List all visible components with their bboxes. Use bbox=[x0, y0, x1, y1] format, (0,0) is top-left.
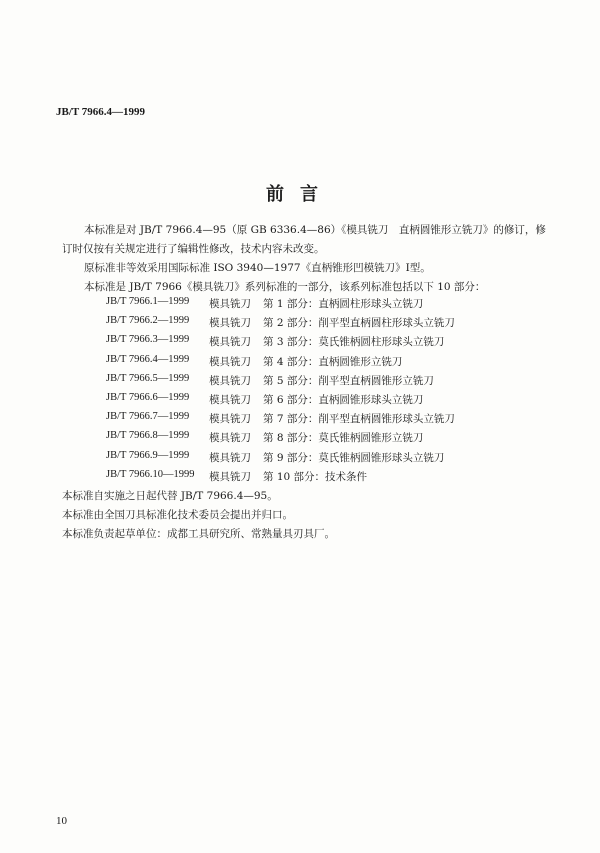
part-description: 第 2 部分：削平型直柄圆柱形球头立铣刀 bbox=[263, 317, 455, 330]
list-item bbox=[106, 450, 455, 469]
list-item bbox=[106, 430, 455, 449]
list-item bbox=[106, 373, 455, 392]
part-name: 模具铣刀 bbox=[209, 355, 251, 368]
part-name: 模具铣刀 bbox=[209, 413, 251, 426]
part-description: 第 10 部分：技术条件 bbox=[263, 470, 368, 483]
part-description: 第 7 部分：削平型直柄圆锥形球头立铣刀 bbox=[263, 413, 455, 426]
paragraph: 本标准由全国刀具标准化技术委员会提出并归口。 bbox=[62, 509, 293, 521]
part-description: 第 1 部分：直柄圆柱形球头立铣刀 bbox=[263, 298, 424, 310]
paragraph: 本标准自实施之日起代替 JB/T 7966.4—95。 bbox=[62, 490, 278, 502]
list-item bbox=[106, 469, 455, 488]
list-item bbox=[106, 392, 455, 411]
paragraph: 本标准负责起草单位：成都工具研究所、常熟量具刃具厂。 bbox=[62, 528, 335, 540]
standard-number-header: JB/T 7966.4—1999 bbox=[56, 106, 146, 118]
parts-list bbox=[106, 296, 455, 488]
part-description: 第 9 部分：莫氏锥柄圆锥形球头立铣刀 bbox=[263, 451, 445, 464]
list-item bbox=[106, 315, 455, 334]
page-number: 10 bbox=[56, 815, 67, 827]
part-description: 第 6 部分：直柄圆锥形球头立铣刀 bbox=[263, 393, 424, 406]
part-name: 模具铣刀 bbox=[209, 336, 251, 349]
part-name: 模具铣刀 bbox=[209, 393, 251, 406]
list-item bbox=[106, 334, 455, 353]
list-item bbox=[106, 354, 455, 373]
part-name: 模具铣刀 bbox=[209, 374, 251, 387]
part-code: JB/T 7966.7—1999 bbox=[106, 411, 190, 423]
part-description: 第 8 部分：莫氏锥柄圆锥形立铣刀 bbox=[263, 432, 424, 445]
part-description: 第 3 部分：莫氏锥柄圆柱形球头立铣刀 bbox=[263, 336, 445, 349]
part-code: JB/T 7966.6—1999 bbox=[106, 391, 190, 403]
part-code: JB/T 7966.8—1999 bbox=[106, 430, 190, 442]
list-item bbox=[106, 411, 455, 430]
part-name: 模具铣刀 bbox=[209, 451, 251, 464]
part-description: 第 5 部分：削平型直柄圆锥形立铣刀 bbox=[263, 374, 434, 387]
part-code: JB/T 7966.1—1999 bbox=[106, 296, 190, 307]
part-code: JB/T 7966.5—1999 bbox=[106, 372, 190, 384]
paragraph: 原标准非等效采用国际标准 ISO 3940—1977《直柄锥形凹模铣刀》Ⅰ型。 bbox=[84, 262, 431, 274]
paragraph: 订时仅按有关规定进行了编辑性修改，技术内容未改变。 bbox=[62, 243, 325, 255]
part-name: 模具铣刀 bbox=[209, 298, 251, 310]
part-code: JB/T 7966.9—1999 bbox=[106, 449, 190, 461]
paragraph: 本标准是对 JB/T 7966.4—95（原 GB 6336.4—86）《模具铣刀 直柄圆锥形立铣刀》的修订，修 bbox=[84, 224, 546, 236]
part-code: JB/T 7966.2—1999 bbox=[106, 315, 190, 327]
part-code: JB/T 7966.3—1999 bbox=[106, 334, 190, 346]
page-title: 前言 bbox=[266, 184, 334, 205]
list-item bbox=[106, 296, 455, 315]
part-name: 模具铣刀 bbox=[209, 432, 251, 445]
paragraph: 本标准是 JB/T 7966《模具铣刀》系列标准的一部分，该系列标准包括以下 10 部分： bbox=[84, 281, 486, 293]
part-code: JB/T 7966.4—1999 bbox=[106, 353, 190, 365]
part-description: 第 4 部分：直柄圆锥形立铣刀 bbox=[263, 355, 403, 368]
part-name: 模具铣刀 bbox=[209, 470, 251, 483]
part-name: 模具铣刀 bbox=[209, 317, 251, 330]
part-code: JB/T 7966.10—1999 bbox=[106, 468, 195, 480]
